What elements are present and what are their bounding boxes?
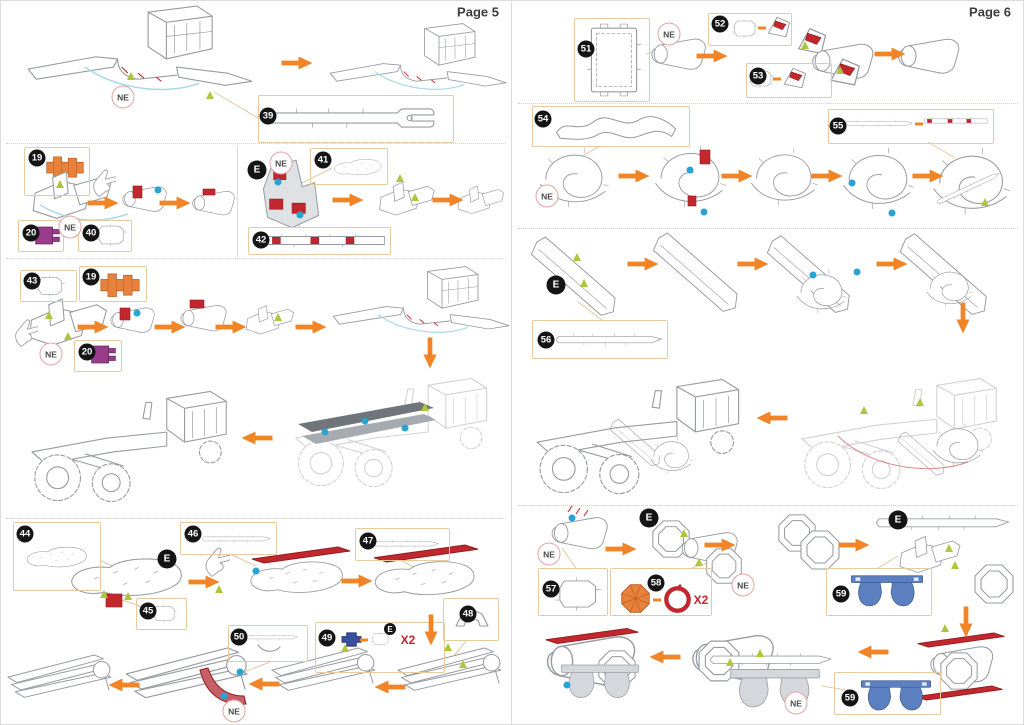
edge-badge-e: E	[547, 276, 566, 295]
part-badge-20: 20	[79, 344, 96, 361]
attach-point-dot	[253, 568, 260, 575]
fold-marker-triangle	[836, 66, 844, 74]
edge-badge-e: E	[889, 511, 908, 530]
fold-marker-triangle	[459, 660, 467, 668]
fold-marker-triangle	[444, 643, 452, 651]
flow-arrow	[812, 170, 843, 183]
callout-dash	[915, 123, 923, 126]
part-badge-57: 57	[543, 581, 560, 598]
part-badge-39: 39	[260, 108, 277, 125]
flow-arrow	[249, 678, 280, 691]
fold-marker-triangle	[341, 644, 349, 652]
attach-point-dot	[889, 210, 896, 217]
part-badge-41: 41	[315, 152, 332, 169]
fold-marker-triangle	[100, 590, 108, 598]
fold-marker-triangle	[206, 91, 214, 99]
fold-marker-triangle	[756, 649, 764, 657]
flow-arrow	[282, 57, 313, 70]
part-badge-55: 55	[830, 118, 847, 135]
flow-arrow	[606, 543, 637, 556]
fold-marker-triangle	[726, 658, 734, 666]
ne-indicator-ne: NE	[658, 23, 681, 46]
part-badge-47: 47	[360, 533, 377, 550]
callout-dash	[653, 599, 661, 602]
fold-marker-triangle	[64, 332, 72, 340]
part-badge-59: 59	[833, 586, 850, 603]
flow-arrow	[650, 651, 681, 664]
part-badge-53: 53	[750, 68, 767, 85]
flow-arrow	[839, 539, 870, 552]
fold-marker-triangle	[127, 72, 135, 80]
ne-indicator-ne: NE	[40, 343, 63, 366]
part-badge-50: 50	[231, 629, 248, 646]
flow-arrow	[875, 48, 906, 61]
page-label: Page 5	[457, 4, 499, 20]
flow-arrow	[375, 681, 406, 694]
attach-point-dot	[402, 425, 409, 432]
quantity-label-x2: X2	[693, 593, 709, 607]
part-badge-56: 56	[538, 332, 555, 349]
part-callout-box	[532, 106, 690, 147]
flow-arrow	[619, 170, 650, 183]
part-badge-48: 48	[460, 606, 477, 623]
attach-point-dot	[687, 167, 694, 174]
part-badge-54: 54	[535, 111, 552, 128]
edge-badge-small-e: E	[384, 623, 396, 635]
part-badge-45: 45	[140, 603, 157, 620]
flow-arrow	[160, 197, 191, 210]
part-badge-58: 58	[648, 575, 665, 592]
fold-marker-triangle	[274, 313, 282, 321]
part-badge-43: 43	[24, 273, 41, 290]
ne-indicator-ne: NE	[270, 152, 293, 175]
edge-badge-e: E	[158, 550, 177, 569]
quantity-label-x2: X2	[400, 633, 416, 647]
flow-arrow	[333, 194, 364, 207]
part-badge-19: 19	[83, 269, 100, 286]
ne-indicator-ne: NE	[785, 692, 808, 715]
part-badge-46: 46	[185, 526, 202, 543]
part-callout-box	[574, 18, 650, 102]
attach-point-dot	[155, 187, 162, 194]
part-callout-box	[258, 95, 454, 143]
attach-point-dot	[221, 693, 228, 700]
ne-indicator-ne: NE	[536, 185, 559, 208]
fold-marker-triangle	[695, 558, 703, 566]
fold-marker-triangle	[573, 253, 581, 261]
attach-point-dot	[275, 179, 282, 186]
fold-marker-triangle	[801, 41, 809, 49]
page-label: Page 6	[969, 4, 1011, 20]
part-badge-52: 52	[712, 16, 729, 33]
fold-marker-triangle	[215, 585, 223, 593]
flow-arrow	[424, 338, 437, 369]
attach-point-dot	[297, 212, 304, 219]
fold-marker-triangle	[680, 529, 688, 537]
part-callout-box	[828, 109, 994, 144]
fold-marker-triangle	[56, 180, 64, 188]
flow-arrow	[216, 321, 247, 334]
callout-dash	[758, 27, 766, 30]
part-badge-20: 20	[23, 225, 40, 242]
flow-arrow	[433, 194, 464, 207]
fold-marker-triangle	[916, 398, 924, 406]
fold-marker-triangle	[396, 174, 404, 182]
ne-indicator-ne: NE	[223, 700, 246, 723]
flow-arrow	[342, 575, 373, 588]
part-badge-19: 19	[29, 150, 46, 167]
fold-marker-triangle	[951, 561, 959, 569]
ne-indicator-ne: NE	[538, 543, 561, 566]
attach-point-dot	[362, 418, 369, 425]
attach-point-dot	[564, 682, 571, 689]
part-badge-51: 51	[578, 41, 595, 58]
fold-marker-triangle	[941, 624, 949, 632]
part-badge-44: 44	[17, 526, 34, 543]
fold-marker-triangle	[580, 279, 588, 287]
attach-point-dot	[701, 209, 708, 216]
flow-arrow	[296, 321, 327, 334]
part-badge-40: 40	[83, 225, 100, 242]
flow-arrow	[722, 170, 753, 183]
ne-indicator-ne: NE	[112, 86, 135, 109]
part-badge-42: 42	[253, 232, 270, 249]
flow-arrow	[705, 539, 736, 552]
attach-point-dot	[322, 429, 329, 436]
flow-arrow	[738, 258, 769, 271]
ne-indicator-ne: NE	[59, 216, 82, 239]
flow-arrow	[628, 258, 659, 271]
ne-indicator-ne: NE	[732, 574, 755, 597]
attach-point-dot	[237, 669, 244, 676]
fold-marker-triangle	[124, 592, 132, 600]
attach-point-dot	[849, 180, 856, 187]
fold-marker-triangle	[45, 311, 53, 319]
fold-marker-triangle	[945, 544, 953, 552]
flow-arrow	[858, 646, 889, 659]
flow-arrow	[109, 679, 140, 692]
part-badge-49: 49	[319, 630, 336, 647]
fold-marker-triangle	[411, 193, 419, 201]
flow-arrow	[78, 321, 109, 334]
callout-dash	[773, 78, 781, 81]
flow-arrow	[960, 607, 973, 638]
attach-point-dot	[854, 269, 861, 276]
flow-arrow	[242, 432, 273, 445]
flow-arrow	[697, 50, 728, 63]
flow-arrow	[155, 321, 186, 334]
part-callout-box	[315, 622, 445, 673]
flow-arrow	[88, 197, 119, 210]
attach-point-dot	[569, 515, 576, 522]
fold-marker-triangle	[981, 198, 989, 206]
flow-arrow	[957, 303, 970, 334]
edge-badge-e: E	[248, 161, 267, 180]
attach-point-dot	[810, 272, 817, 279]
flow-arrow	[877, 258, 908, 271]
flow-arrow	[757, 412, 788, 425]
fold-marker-triangle	[860, 406, 868, 414]
fold-marker-triangle	[421, 403, 429, 411]
flow-arrow	[913, 170, 944, 183]
attach-point-dot	[134, 310, 141, 317]
callout-dash	[360, 639, 368, 642]
edge-badge-e: E	[640, 509, 659, 528]
part-badge-59: 59	[842, 690, 859, 707]
